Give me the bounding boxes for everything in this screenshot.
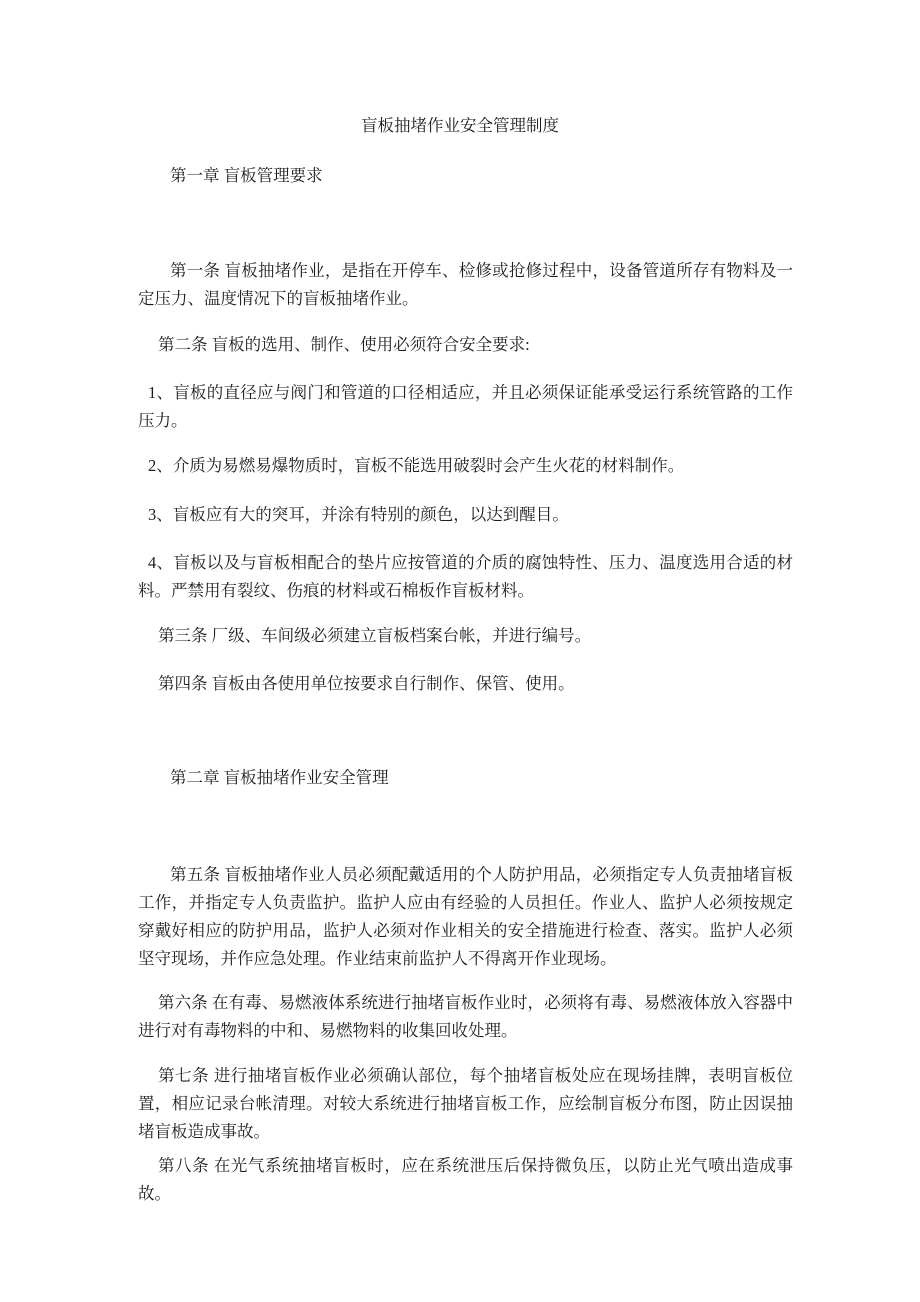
article-3: 第三条 厂级、车间级必须建立盲板档案台帐，并进行编号。 xyxy=(158,626,592,645)
article-8: 第八条 在光气系统抽堵盲板时，应在系统泄压后保持微负压，以防止光气喷出造成事故。 xyxy=(138,1156,793,1203)
chapter-2-heading: 第二章 盲板抽堵作业安全管理 xyxy=(170,768,389,787)
article-7: 第七条 进行抽堵盲板作业必须确认部位，每个抽堵盲板处应在现场挂牌，表明盲板位置，相应记录台帐清理。对较大系统进行抽堵盲板工作，应绘制盲板分布图，防止因误抽堵盲板造成事故。 xyxy=(138,1066,793,1141)
article-2-item-2: 2、介质为易燃易爆物质时，盲板不能选用破裂时会产生火花的材料制作。 xyxy=(148,456,685,475)
article-2: 第二条 盲板的选用、制作、使用必须符合安全要求: xyxy=(158,335,530,354)
article-6: 第六条 在有毒、易燃液体系统进行抽堵盲板作业时，必须将有毒、易燃液体放入容器中进行对有毒物料的中和、易燃物料的收集回收处理。 xyxy=(138,993,793,1040)
article-2-item-4: 4、盲板以及与盲板相配合的垫片应按管道的介质的腐蚀特性、压力、温度选用合适的材料。严禁用有裂纹、伤痕的材料或石棉板作盲板材料。 xyxy=(138,553,793,600)
chapter-1-heading: 第一章 盲板管理要求 xyxy=(170,166,323,185)
article-2-item-3: 3、盲板应有大的突耳，并涂有特别的颜色，以达到醒目。 xyxy=(148,505,569,524)
article-1: 第一条 盲板抽堵作业，是指在开停车、检修或抢修过程中，设备管道所存有物料及一定压力、温度情况下的盲板抽堵作业。 xyxy=(138,261,793,308)
article-2-item-1: 1、盲板的直径应与阀门和管道的口径相适应，并且必须保证能承受运行系统管路的工作压力。 xyxy=(138,383,793,430)
document-title: 盲板抽堵作业安全管理制度 xyxy=(361,116,559,135)
article-4: 第四条 盲板由各使用单位按要求自行制作、保管、使用。 xyxy=(158,674,575,693)
article-5: 第五条 盲板抽堵作业人员必须配戴适用的个人防护用品，必须指定专人负责抽堵盲板工作，并指定专人负责监护。监护人应由有经验的人员担任。作业人、监护人必须按规定穿戴好相应的防护用品，监护人必须对作业相关的安全措施进行检查、落实。监护人必须坚守现场，并作应急处理。作业结束前监护人不得离开作业现场。 xyxy=(138,865,793,968)
